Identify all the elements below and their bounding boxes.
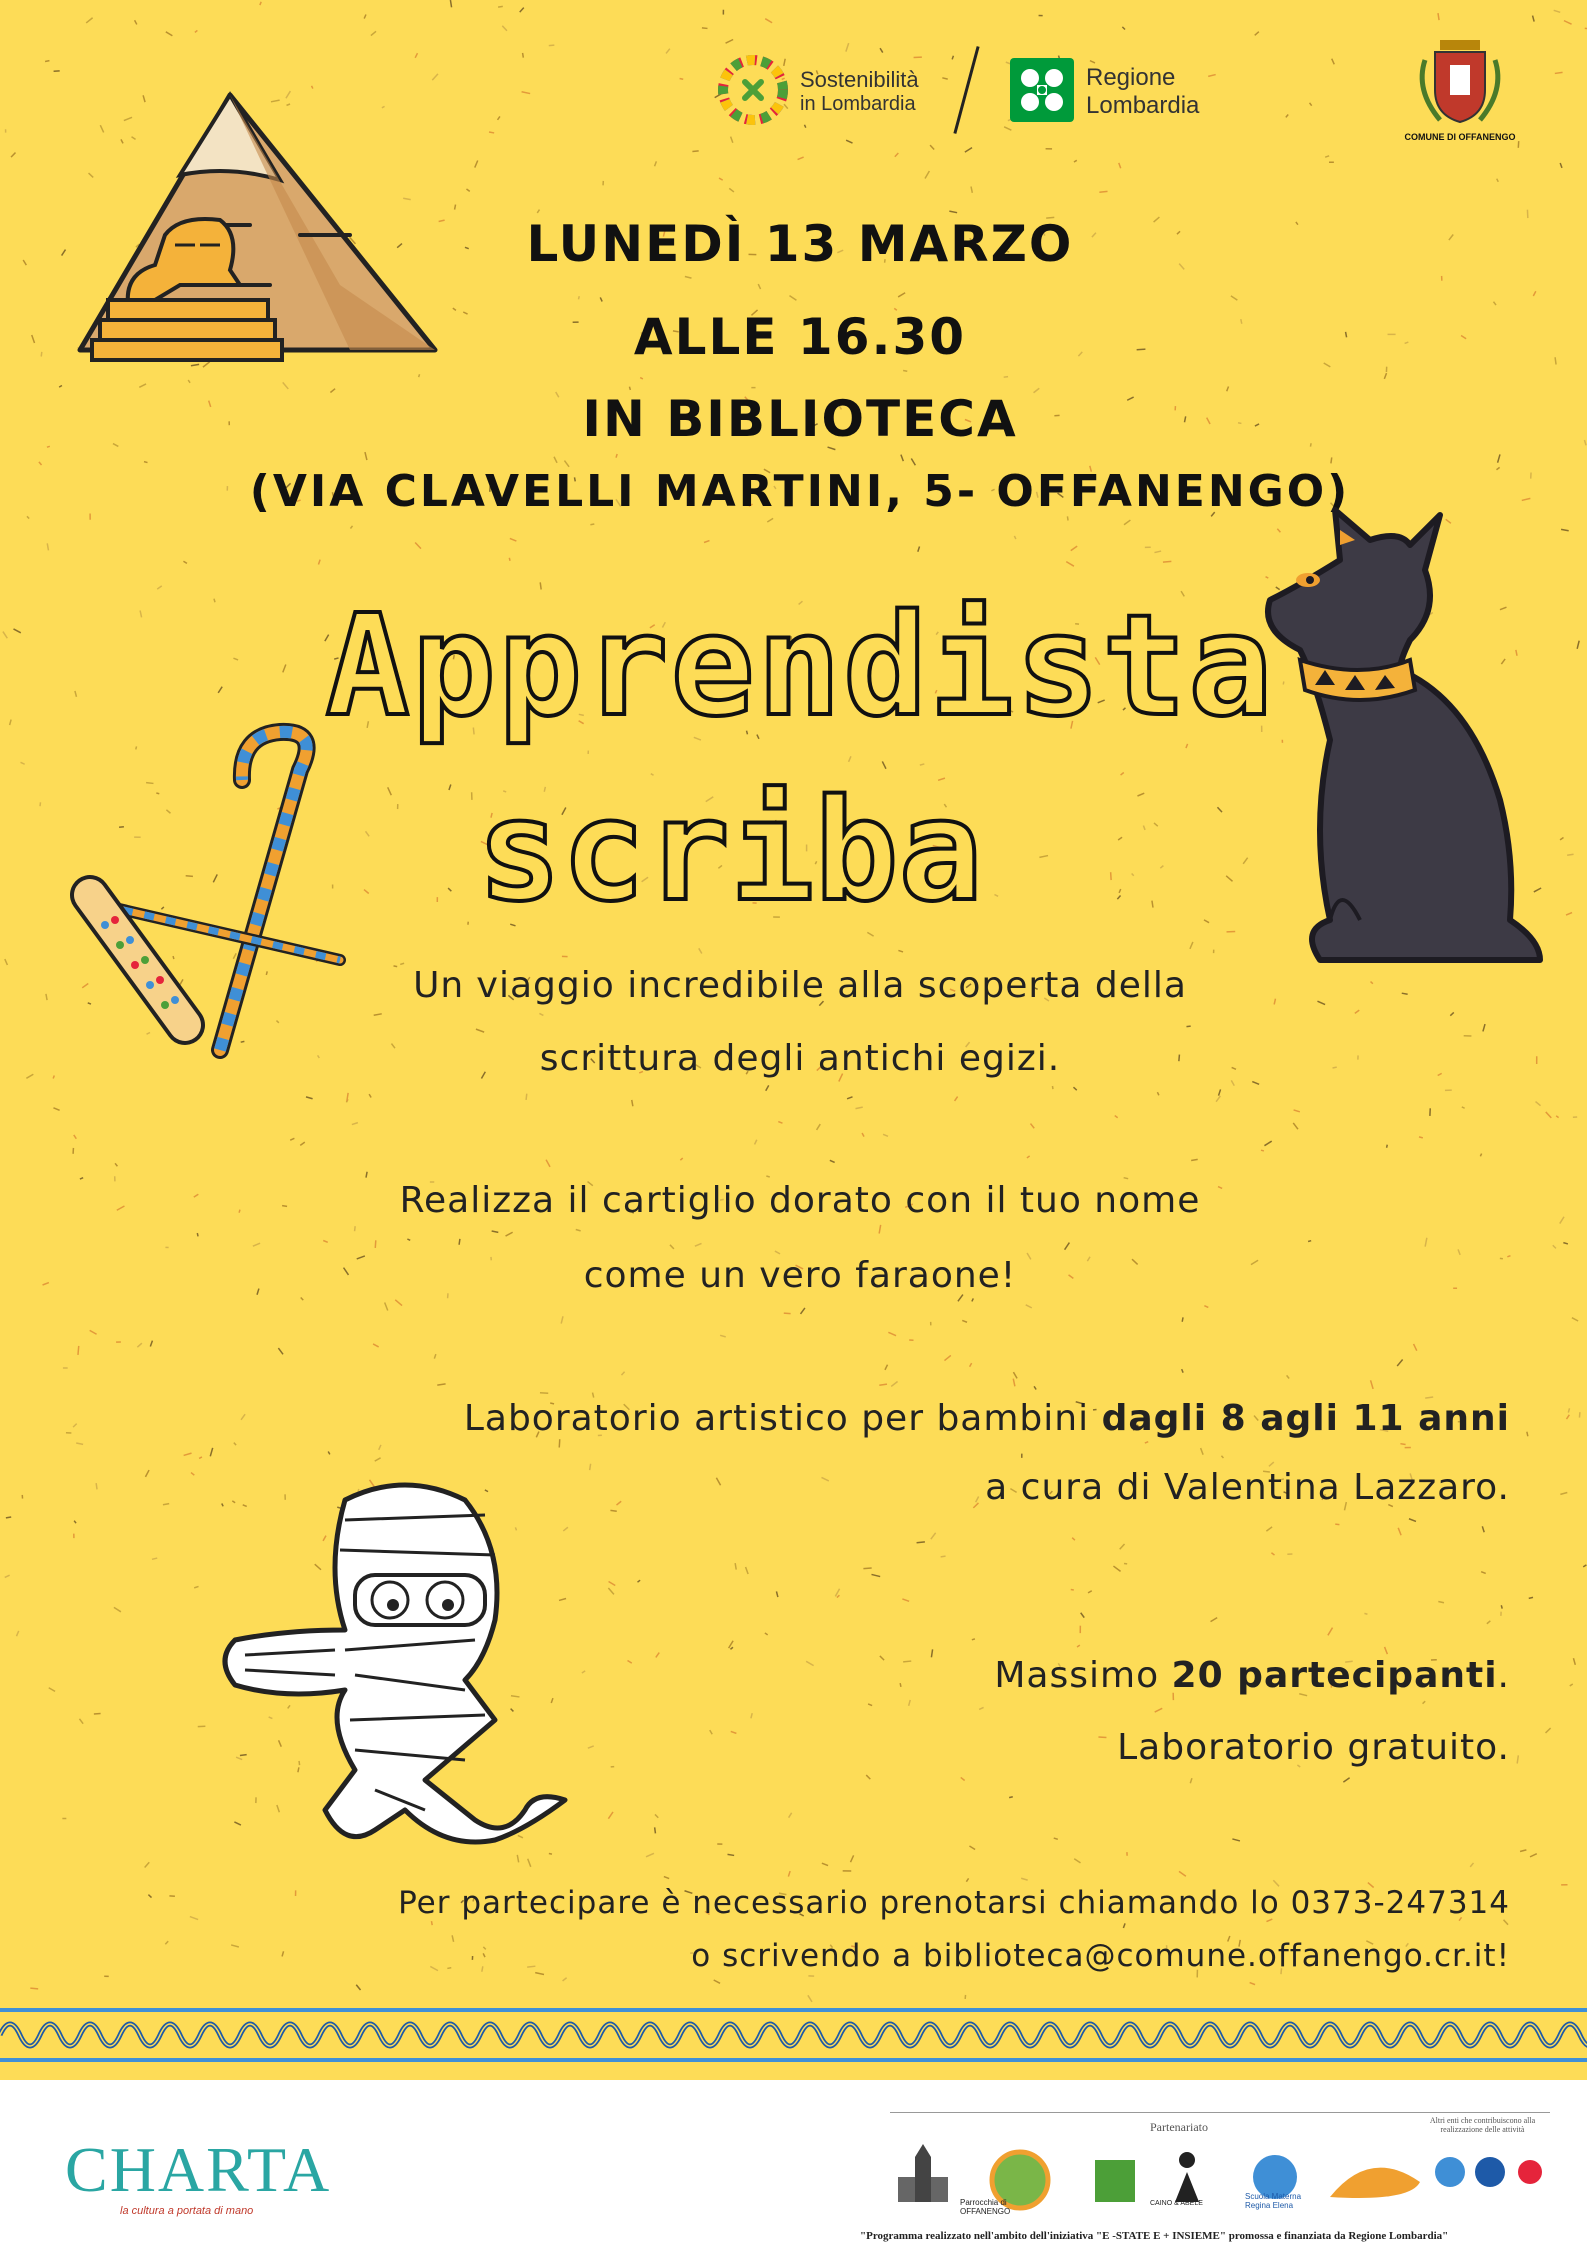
sdg-wheel-icon: [718, 55, 788, 125]
sostenibilita-line2: in Lombardia: [800, 93, 916, 115]
lab-line: [100, 1398, 1510, 1439]
decorative-wave-border: [0, 2005, 1587, 2065]
sostenibilita-line1: Sostenibilità: [800, 67, 919, 92]
comune-offanengo-crest: [1395, 30, 1525, 150]
footer-note: "Programma realizzato nell'ambito dell'iniziativa "E -STATE E + INSIEME" promossa e finanziata da Regione Lombardia": [860, 2230, 1449, 2242]
regione-line2: Lombardia: [1086, 92, 1200, 119]
parrocchia-church-icon: [898, 2144, 948, 2202]
capacity-line: [100, 1655, 1510, 1696]
booking-line1: Per partecipare è necessario prenotarsi chiamando lo 0373-247314: [398, 1885, 1510, 1921]
event-place: IN BIBLIOTECA: [582, 390, 1018, 448]
partner-caino-label: CAINO & ABELE: [1150, 2200, 1203, 2207]
event-address: (VIA CLAVELLI MARTINI, 5- OFFANENGO): [249, 466, 1351, 517]
regione-cross-icon: [1010, 58, 1074, 122]
charta-tagline: la cultura a portata di mano: [120, 2205, 254, 2217]
description-line3: Realizza il cartiglio dorato con il tuo nome: [399, 1180, 1201, 1221]
title-line1: Apprendista: [325, 585, 1275, 748]
event-date: LUNEDÌ 13 MARZO: [526, 215, 1074, 273]
footer: [0, 2080, 1587, 2245]
egyptian-cat-illustration: [1240, 500, 1560, 980]
partner-parrocchia-label: Parrocchia di OFFANENGO: [960, 2198, 1011, 2216]
title-line2: scriba: [477, 770, 983, 933]
crook-flail-illustration: [60, 720, 360, 1070]
altri-enti-label: Altri enti che contribuiscono alla realizzazione delle attività: [1429, 2116, 1536, 2134]
regione-line1: Regione: [1086, 64, 1176, 91]
partenariato-label: Partenariato: [1150, 2120, 1208, 2134]
capacity-suffix: .: [1497, 1655, 1510, 1696]
capacity-count: 20 partecipanti: [1171, 1655, 1498, 1696]
lab-curator: a cura di Valentina Lazzaro.: [985, 1467, 1510, 1508]
footer-rule: [890, 2112, 1550, 2113]
charta-wordmark: CHARTA: [65, 2134, 332, 2205]
booking-line2: o scrivendo a biblioteca@comune.offanengo.cr.it!: [691, 1938, 1510, 1974]
charta-logo: [65, 2135, 365, 2225]
sostenibilita-logo: [718, 55, 958, 125]
description-line4: come un vero faraone!: [583, 1255, 1017, 1296]
event-time: ALLE 16.30: [633, 308, 967, 366]
description-line2: scrittura degli antichi egizi.: [539, 1038, 1061, 1079]
coat-of-arms-icon: [1395, 30, 1525, 130]
capacity-prefix: Massimo: [994, 1655, 1172, 1696]
lab-prefix: Laboratorio artistico per bambini: [463, 1398, 1102, 1439]
regione-lombardia-logo: [1010, 58, 1250, 128]
capacity-free: Laboratorio gratuito.: [1117, 1727, 1510, 1768]
description-line1: Un viaggio incredibile alla scoperta della: [413, 965, 1187, 1006]
comune-label: COMUNE DI OFFANENGO: [1404, 132, 1516, 142]
lab-age: dagli 8 agli 11 anni: [1101, 1398, 1510, 1439]
partner-scuola-label: Scuola Materna Regina Elena: [1245, 2192, 1302, 2210]
